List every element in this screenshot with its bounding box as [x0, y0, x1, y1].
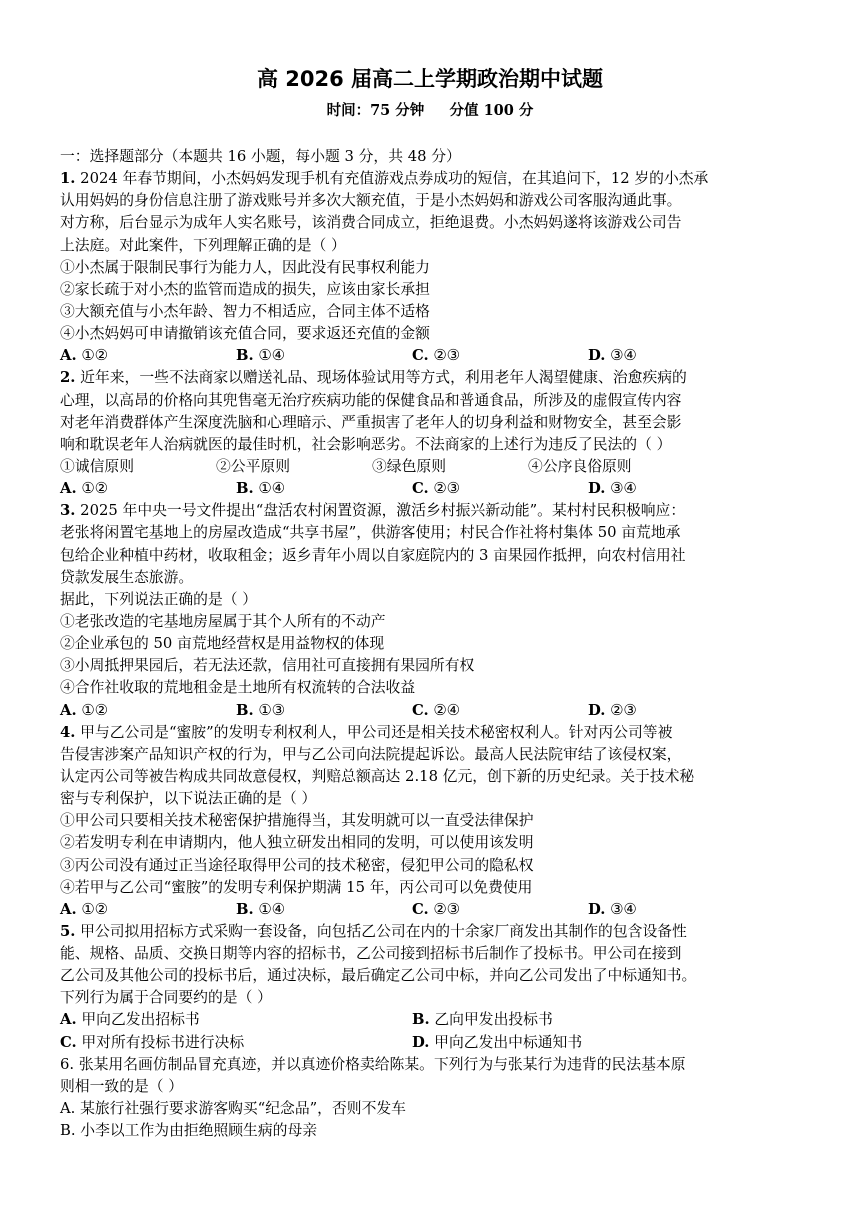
q4-option-b[interactable]: B. ①④ [236, 900, 285, 918]
q3-text-1: 2025 年中央一号文件提出“盘活农村闲置资源，激活乡村振兴新动能”。某村村民积极响应： [75, 502, 686, 520]
q5-text-1: 甲公司拟用招标方式采购一套设备，向包括乙公司在内的十余家厂商发出其制作的包含设备性 [75, 922, 687, 940]
q4-option-c[interactable]: C. ②③ [412, 900, 460, 918]
q1-item-4: ④小杰妈妈可申请撤销该充值合同，要求返还充值的金额 [60, 325, 430, 343]
q2-item-4: ④公序良俗原则 [528, 457, 632, 475]
q1-item-2: ②家长疏于对小杰的监管而造成的损失，应该由家长承担 [60, 280, 430, 298]
q3-line-5: 据此，下列说法正确的是（ ） [60, 590, 258, 608]
q3-option-b[interactable]: B. ①③ [236, 701, 285, 719]
q4-number: 4. [60, 723, 76, 741]
q4-line-3: 认定丙公司等被告构成共同故意侵权，判赔总额高达 2.18 亿元，创下新的历史纪录。关于技术秘 [60, 767, 695, 785]
q4-item-3: ③丙公司没有通过正当途径取得甲公司的技术秘密，侵犯甲公司的隐私权 [60, 856, 534, 874]
q1-line-3: 对方称，后台显示为成年人实名账号，该消费合同成立，拒绝退费。小杰妈妈遂将该游戏公司告 [60, 214, 682, 232]
q4-option-d[interactable]: D. ③④ [588, 900, 637, 918]
q3-options [60, 700, 820, 722]
q5-line-4: 下列行为属于合同要约的是（ ） [60, 989, 272, 1007]
q6-option-a[interactable]: A. 某旅行社强行要求游客购买“纪念品”，否则不发车 [60, 1100, 406, 1118]
q4-option-a[interactable]: A. ①② [60, 900, 108, 918]
q6-line-2: 则相一致的是（ ） [60, 1077, 184, 1095]
q2-line-3: 对老年消费群体产生深度洗脑和心理暗示、严重损害了老年人的切身利益和财物安全，甚至会影 [60, 413, 682, 431]
q2-option-b[interactable]: B. ①④ [236, 480, 285, 498]
q3-option-a[interactable]: A. ①② [60, 701, 108, 719]
q5-option-b[interactable]: B. 乙向甲发出投标书 [412, 1011, 553, 1029]
exam-title: 高 2026 届高二上学期政治期中试题 [256, 67, 604, 91]
q2-number: 2. [60, 369, 76, 387]
q3-item-4: ④合作社收取的荒地租金是土地所有权流转的合法收益 [60, 679, 416, 697]
q4-text-1: 甲与乙公司是“蜜胺”的发明专利权利人，甲公司还是相关技术秘密权利人。针对丙公司等被 [75, 723, 673, 741]
q5-line-3: 乙公司及其他公司的投标书后，通过决标，最后确定乙公司中标，并向乙公司发出了中标通知书。 [60, 967, 697, 985]
q4-item-2: ②若发明专利在申请期内，他人独立研发出相同的发明，可以使用该发明 [60, 834, 534, 852]
q4-item-4: ④若甲与乙公司“蜜胺”的发明专利保护期满 15 年，丙公司可以免费使用 [60, 878, 533, 896]
q4-line-1 [60, 722, 820, 744]
q1-option-b[interactable]: B. ①④ [236, 347, 285, 365]
q1-text-1: 2024 年春节期间，小杰妈妈发现手机有充值游戏点券成功的短信，在其追问下，12 岁的小杰承 [75, 170, 709, 188]
q3-item-1: ①老张改造的宅基地房屋属于其个人所有的不动产 [60, 612, 386, 630]
q1-option-d[interactable]: D. ③④ [588, 347, 637, 365]
q2-item-3: ③绿色原则 [372, 457, 446, 475]
q3-item-3: ③小周抵押果园后，若无法还款，信用社可直接拥有果园所有权 [60, 657, 475, 675]
q3-line-4: 贷款发展生态旅游。 [60, 568, 194, 586]
q2-option-d[interactable]: D. ③④ [588, 480, 637, 498]
q3-number: 3. [60, 502, 76, 520]
q3-line-1 [60, 500, 820, 522]
exam-content [60, 146, 820, 1142]
q1-line-2: 认用妈妈的身份信息注册了游戏账号并多次大额充值，于是小杰妈妈和游戏公司客服沟通此事。 [60, 192, 682, 210]
section-heading: 一：选择题部分（本题共 16 小题，每小题 3 分，共 48 分） [60, 148, 461, 165]
q5-option-a[interactable]: A. 甲向乙发出招标书 [60, 1011, 200, 1029]
q5-line-2: 能、规格、品质、交换日期等内容的招标书，乙公司接到招标书后制作了投标书。甲公司在接到 [60, 945, 682, 963]
q2-item-2: ②公平原则 [216, 457, 290, 475]
q2-option-a[interactable]: A. ①② [60, 480, 108, 498]
q2-option-c[interactable]: C. ②③ [412, 480, 460, 498]
q1-options [60, 345, 820, 367]
q5-option-d[interactable]: D. 甲向乙发出中标通知书 [412, 1033, 583, 1051]
q2-text-1: 近年来，一些不法商家以赠送礼品、现场体验试用等方式，利用老年人渴望健康、治愈疾病的 [75, 369, 687, 387]
q2-line-2: 心理，以高昂的价格向其兜售毫无治疗疾病功能的保健食品和普通食品，所涉及的虚假宣传内容 [60, 391, 682, 409]
q1-item-3: ③大额充值与小杰年龄、智力不相适应，合同主体不适格 [60, 302, 430, 320]
q3-line-3: 包给企业种植中药材，收取租金；返乡青年小周以自家庭院内的 3 亩果园作抵押，向农村信用社 [60, 546, 686, 564]
q3-option-c[interactable]: C. ②④ [412, 701, 460, 719]
q5-options-row-2 [60, 1032, 820, 1054]
q1-line-1 [60, 168, 820, 190]
q1-option-c[interactable]: C. ②③ [412, 347, 460, 365]
q1-item-1: ①小杰属于限制民事行为能力人，因此没有民事权利能力 [60, 258, 430, 276]
q3-item-2: ②企业承包的 50 亩荒地经营权是用益物权的体现 [60, 635, 385, 653]
q3-line-2: 老张将闲置宅基地上的房屋改造成“共享书屋”，供游客使用；村民合作社将村集体 50 亩荒地承 [60, 524, 681, 542]
q5-option-c[interactable]: C. 甲对所有投标书进行决标 [60, 1033, 245, 1051]
q4-options [60, 899, 820, 921]
q1-option-a[interactable]: A. ①② [60, 347, 108, 365]
q2-line-4: 响和耽误老年人治病就医的最佳时机，社会影响恶劣。不法商家的上述行为违反了民法的（ ） [60, 435, 672, 453]
q1-line-4: 上法庭。对此案件，下列理解正确的是（ ） [60, 236, 346, 254]
q4-item-1: ①甲公司只要相关技术秘密保护措施得当，其发明就可以一直受法律保护 [60, 812, 534, 830]
q2-items [60, 456, 820, 478]
q5-line-1 [60, 921, 820, 943]
q2-item-1: ①诚信原则 [60, 457, 134, 475]
q1-number: 1. [60, 170, 76, 188]
q4-line-2: 告侵害涉案产品知识产权的行为，甲与乙公司向法院提起诉讼。最高人民法院审结了该侵权案， [60, 745, 682, 763]
q6-line-1: 6. 张某用名画仿制品冒充真迹，并以真迹价格卖给陈某。下列行为与张某行为违背的民法基本原 [60, 1055, 686, 1073]
q3-option-d[interactable]: D. ②③ [588, 701, 637, 719]
exam-subtitle: 时间：75 分钟 分值 100 分 [326, 102, 534, 119]
q6-option-b[interactable]: B. 小李以工作为由拒绝照顾生病的母亲 [60, 1122, 318, 1140]
q2-options [60, 478, 820, 500]
q2-line-1 [60, 367, 820, 389]
q5-number: 5. [60, 922, 76, 940]
q5-options-row-1 [60, 1009, 820, 1031]
q4-line-4: 密与专利保护，以下说法正确的是（ ） [60, 790, 317, 808]
